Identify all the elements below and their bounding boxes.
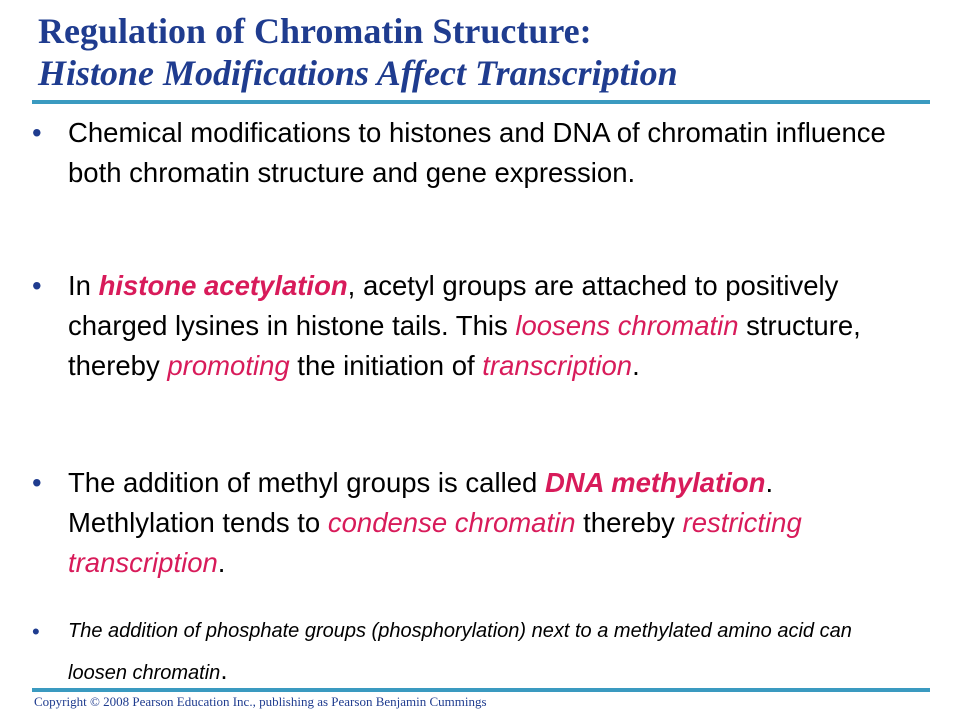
- footer-divider: [32, 688, 930, 692]
- bullet-item: [32, 113, 912, 193]
- bullet-icon: •: [32, 117, 42, 148]
- slide-title: Regulation of Chromatin Structure:: [38, 11, 592, 51]
- copyright-notice: Copyright © 2008 Pearson Education Inc., publishing as Pearson Benjamin Cummings: [34, 694, 487, 709]
- highlight-restricting-transcription: restricting transcription: [68, 507, 802, 578]
- term-dna-methylation: DNA methylation: [544, 467, 766, 498]
- bullet-icon: •: [32, 467, 42, 498]
- highlight-promoting: promoting: [167, 350, 290, 381]
- bullet-item-small: [32, 612, 912, 693]
- highlight-loosens-chromatin: loosens chromatin: [515, 310, 739, 341]
- slide-subtitle: Histone Modifications Affect Transcription: [38, 53, 678, 93]
- bullet-text: The addition of methyl groups is called DNA methylation. Methlylation tends to condense chromatin thereby restricting transcription.: [68, 467, 802, 578]
- highlight-transcription: transcription: [482, 350, 633, 381]
- bullet-item: [32, 463, 912, 583]
- bullet-item: [32, 266, 912, 386]
- bullet-text: The addition of phosphate groups (phosphorylation) next to a methylated amino acid can loosen chromatin.: [68, 620, 852, 685]
- highlight-condense-chromatin: condense chromatin: [327, 507, 576, 538]
- bullet-text: In histone acetylation, acetyl groups are attached to positively charged lysines in histone tails. This loosens chromatin structure, thereby promoting the initiation of transcription.: [68, 270, 861, 381]
- term-histone-acetylation: histone acetylation: [98, 270, 348, 301]
- bullet-text: Chemical modifications to histones and DNA of chromatin influence both chromatin structure and gene expression.: [68, 117, 886, 188]
- title-divider: [32, 100, 930, 104]
- bullet-icon: •: [32, 270, 42, 301]
- bullet-icon: •: [32, 619, 40, 644]
